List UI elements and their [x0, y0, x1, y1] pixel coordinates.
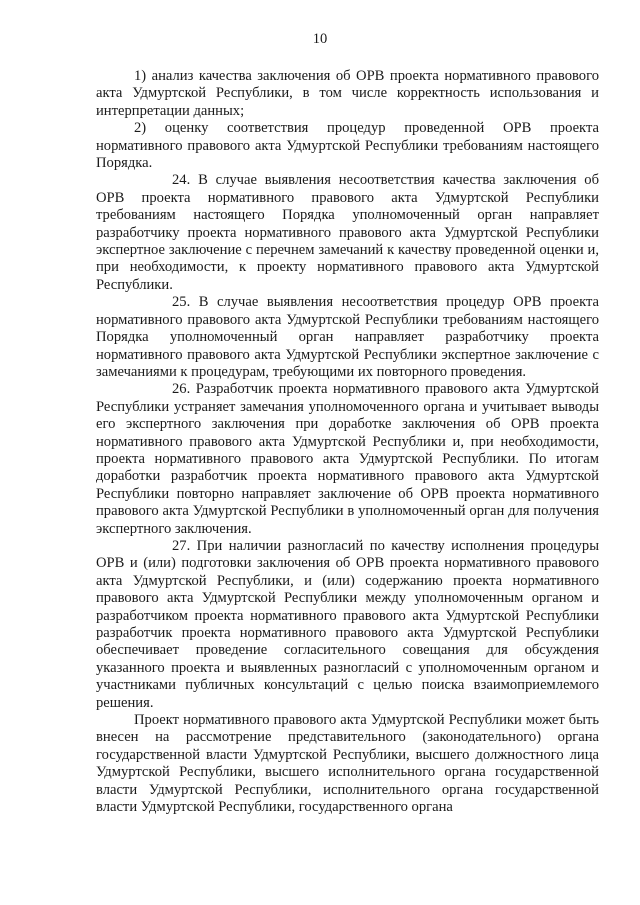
page-number: 10: [312, 31, 328, 47]
paragraph-text: В случае выявления несоответствия процедур ОРВ проекта нормативного правового акта Удмуртской Республики требованиям настоящего Порядка уполномоченный орган направляет разработчику проекта нормативного правового акта Удмуртской Республики экспертное заключение с замечаниями к процедурам, требующими их повторного проведения.: [96, 294, 599, 380]
paragraph-text: В случае выявления несоответствия качества заключения об ОРВ проекта нормативного правового акта Удмуртской Республики требованиям настоящего Порядка уполномоченный орган направляет разработчику проекта нормативного правового акта Удмуртской Республики экспертное заключение с перечнем замечаний к качеству проведенной оценки и, при необходимости, к проекту нормативного правового акта Удмуртской Республики.: [96, 172, 599, 293]
paragraph-27: [96, 538, 599, 712]
paragraph-24: [96, 172, 599, 294]
paragraph-number: 24.: [172, 172, 191, 189]
paragraph-text: Разработчик проекта нормативного правового акта Удмуртской Республики устраняет замечания уполномоченного органа и учитывает выводы его экспертного заключения при доработке заключения об ОРВ проекта нормативного правового акта Удмуртской Республики и, при необходимости, проекта нормативного правового акта Удмуртской Республики. По итогам доработки разработчик проекта нормативного правового акта Удмуртской Республики повторно направляет заключение об ОРВ проекта нормативного правового акта Удмуртской Республики в уполномоченный орган для получения экспертного заключения.: [96, 381, 599, 537]
paragraph-text: Проект нормативного правового акта Удмуртской Республики может быть внесен на рассмотрение представительного (законодательного) органа государственной власти Удмуртской Республики, высшего должностного лица Удмуртской Республики, высшего исполнительного органа государственной власти Удмуртской Республики, исполнительного органа государственной власти Удмуртской Республики, государственного органа: [96, 712, 599, 816]
paragraph-text: 2) оценку соответствия процедур проведенной ОРВ проекта нормативного правового акта Удмуртской Республики требованиям настоящего Порядка.: [96, 120, 599, 172]
paragraph-item-2: [96, 120, 599, 172]
paragraph-number: 25.: [172, 294, 191, 311]
paragraph-26: [96, 381, 599, 538]
paragraph-number: 27.: [172, 537, 191, 554]
paragraph-number: 26.: [172, 381, 191, 398]
paragraph-text: При наличии разногласий по качеству исполнения процедуры ОРВ и (или) подготовки заключения об ОРВ проекта нормативного правового акта Удмуртской Республики, и (или) содержанию проекта нормативного правового акта Удмуртской Республики между уполномоченным органом и разработчиком проекта нормативного правового акта Удмуртской Республики разработчик проекта нормативного правового акта Удмуртской Республики обеспечивает проведение согласительного совещания для обсуждения указанного проекта и выявленных разногласий с уполномоченным органом и участниками публичных консультаций с целью поиска взаимоприемлемого решения.: [96, 537, 599, 711]
paragraph-item-1: [96, 68, 599, 120]
paragraph-continuation: [96, 712, 599, 816]
paragraph-25: [96, 294, 599, 381]
paragraph-text: 1) анализ качества заключения об ОРВ проекта нормативного правового акта Удмуртской Республики, в том числе корректность использования и интерпретации данных;: [96, 68, 599, 119]
